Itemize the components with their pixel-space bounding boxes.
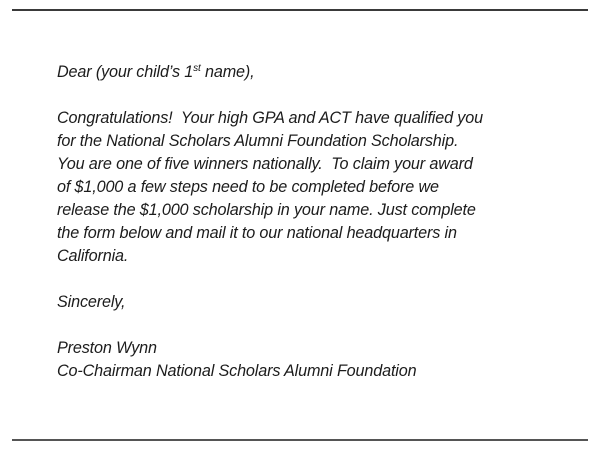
salutation	[57, 61, 577, 84]
body-line: for the National Scholars Alumni Foundation Scholarship.	[57, 132, 459, 150]
body-line: of $1,000 a few steps need to be completed before we	[57, 178, 439, 196]
paragraph-spacer	[57, 84, 577, 107]
body-line: California.	[57, 247, 129, 265]
salutation-suffix: name),	[200, 63, 255, 81]
closing: Sincerely,	[57, 293, 126, 311]
body-paragraph	[57, 107, 577, 268]
paragraph-spacer	[57, 314, 577, 337]
bottom-divider-rule	[12, 439, 588, 441]
body-line: release the $1,000 scholarship in your name. Just complete	[57, 201, 476, 219]
top-divider-rule	[12, 9, 588, 11]
body-line: You are one of five winners nationally. To claim your award	[57, 155, 473, 173]
body-line: the form below and mail it to our national headquarters in	[57, 224, 457, 242]
salutation-prefix: Dear (your child’s 1	[57, 63, 194, 81]
ordinal-superscript: st	[193, 63, 201, 74]
paragraph-spacer	[57, 268, 577, 291]
letter-body	[57, 61, 577, 383]
body-line: Congratulations! Your high GPA and ACT have qualified you	[57, 109, 483, 127]
signature-title: Co-Chairman National Scholars Alumni Foundation	[57, 362, 417, 380]
signature-name: Preston Wynn	[57, 339, 157, 357]
